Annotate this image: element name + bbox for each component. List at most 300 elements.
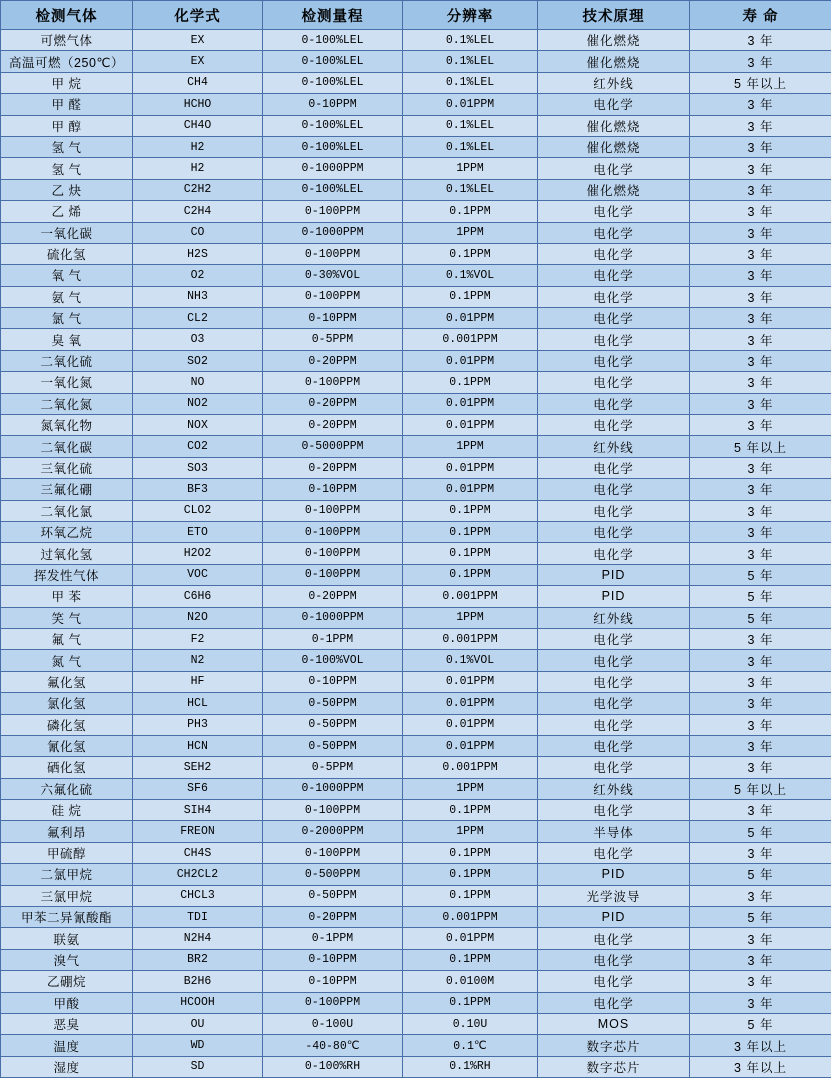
cell-resolution: 0.1%LEL — [403, 115, 538, 136]
cell-resolution: 0.1PPM — [403, 521, 538, 542]
cell-technology: 电化学 — [538, 457, 690, 478]
cell-gas-name: 甲硫醇 — [1, 842, 133, 863]
cell-range: 0-5PPM — [263, 757, 403, 778]
cell-resolution: 0.01PPM — [403, 308, 538, 329]
cell-lifetime: 5 年 — [690, 864, 831, 885]
table-row — [1, 115, 831, 136]
table-row — [1, 308, 831, 329]
table-row — [1, 393, 831, 414]
cell-formula: SIH4 — [133, 800, 263, 821]
cell-range: 0-100%LEL — [263, 30, 403, 51]
cell-range: 0-100U — [263, 1013, 403, 1034]
table-row — [1, 864, 831, 885]
cell-range: 0-5PPM — [263, 329, 403, 350]
cell-formula: EX — [133, 30, 263, 51]
cell-lifetime: 3 年 — [690, 372, 831, 393]
column-header-formula: 化学式 — [133, 1, 263, 30]
cell-lifetime: 3 年 — [690, 992, 831, 1013]
cell-lifetime: 3 年 — [690, 479, 831, 500]
cell-technology: 催化燃烧 — [538, 179, 690, 200]
cell-resolution: 0.1PPM — [403, 243, 538, 264]
cell-range: 0-2000PPM — [263, 821, 403, 842]
cell-gas-name: 恶臭 — [1, 1013, 133, 1034]
cell-gas-name: 氟利昂 — [1, 821, 133, 842]
table-row — [1, 971, 831, 992]
table-row — [1, 800, 831, 821]
cell-lifetime: 5 年 — [690, 907, 831, 928]
cell-technology: 电化学 — [538, 265, 690, 286]
table-row — [1, 543, 831, 564]
cell-gas-name: 甲 苯 — [1, 586, 133, 607]
cell-gas-name: 挥发性气体 — [1, 564, 133, 585]
cell-resolution: 0.1%LEL — [403, 30, 538, 51]
cell-formula: EX — [133, 51, 263, 72]
table-header-row — [1, 1, 831, 30]
cell-gas-name: 氯 气 — [1, 308, 133, 329]
cell-formula: H2 — [133, 158, 263, 179]
cell-gas-name: 甲苯二异氰酸酯 — [1, 907, 133, 928]
cell-formula: HCHO — [133, 94, 263, 115]
cell-resolution: 0.01PPM — [403, 693, 538, 714]
cell-lifetime: 3 年 — [690, 928, 831, 949]
cell-lifetime: 3 年 — [690, 885, 831, 906]
cell-gas-name: 氮氧化物 — [1, 415, 133, 436]
cell-lifetime: 3 年 — [690, 628, 831, 649]
cell-resolution: 1PPM — [403, 158, 538, 179]
cell-lifetime: 3 年 — [690, 286, 831, 307]
cell-gas-name: 六氟化硫 — [1, 778, 133, 799]
cell-lifetime: 3 年 — [690, 308, 831, 329]
cell-formula: BR2 — [133, 949, 263, 970]
cell-resolution: 0.1PPM — [403, 885, 538, 906]
cell-gas-name: 氯化氢 — [1, 693, 133, 714]
table-row — [1, 949, 831, 970]
cell-technology: 电化学 — [538, 949, 690, 970]
cell-resolution: 0.001PPM — [403, 907, 538, 928]
cell-formula: VOC — [133, 564, 263, 585]
cell-technology: 电化学 — [538, 94, 690, 115]
cell-lifetime: 3 年 — [690, 30, 831, 51]
cell-lifetime: 3 年 — [690, 179, 831, 200]
cell-resolution: 0.01PPM — [403, 735, 538, 756]
cell-technology: 电化学 — [538, 521, 690, 542]
table-row — [1, 265, 831, 286]
cell-lifetime: 3 年以上 — [690, 1056, 831, 1077]
table-body — [1, 30, 831, 1078]
cell-resolution: 0.1PPM — [403, 949, 538, 970]
cell-resolution: 0.01PPM — [403, 415, 538, 436]
cell-gas-name: 湿度 — [1, 1056, 133, 1077]
table-row — [1, 586, 831, 607]
cell-range: 0-1000PPM — [263, 778, 403, 799]
cell-lifetime: 3 年 — [690, 115, 831, 136]
cell-lifetime: 3 年 — [690, 51, 831, 72]
cell-gas-name: 三氧化硫 — [1, 457, 133, 478]
cell-gas-name: 氧 气 — [1, 265, 133, 286]
cell-formula: SF6 — [133, 778, 263, 799]
cell-lifetime: 3 年 — [690, 521, 831, 542]
cell-resolution: 0.1%RH — [403, 1056, 538, 1077]
cell-technology: PID — [538, 907, 690, 928]
cell-lifetime: 3 年 — [690, 842, 831, 863]
column-header-resolution: 分辨率 — [403, 1, 538, 30]
cell-resolution: 0.10U — [403, 1013, 538, 1034]
cell-resolution: 0.001PPM — [403, 757, 538, 778]
cell-gas-name: 二氧化氯 — [1, 500, 133, 521]
cell-technology: MOS — [538, 1013, 690, 1034]
cell-resolution: 0.1%LEL — [403, 51, 538, 72]
cell-formula: O3 — [133, 329, 263, 350]
cell-lifetime: 3 年 — [690, 350, 831, 371]
cell-gas-name: 硒化氢 — [1, 757, 133, 778]
table-row — [1, 693, 831, 714]
cell-range: 0-50PPM — [263, 714, 403, 735]
cell-gas-name: 过氧化氢 — [1, 543, 133, 564]
cell-range: 0-100PPM — [263, 521, 403, 542]
cell-resolution: 0.01PPM — [403, 94, 538, 115]
table-row — [1, 671, 831, 692]
cell-formula: NO — [133, 372, 263, 393]
cell-range: 0-50PPM — [263, 885, 403, 906]
cell-resolution: 0.001PPM — [403, 329, 538, 350]
cell-formula: BF3 — [133, 479, 263, 500]
cell-range: 0-100%VOL — [263, 650, 403, 671]
table-row — [1, 907, 831, 928]
cell-formula: C2H4 — [133, 201, 263, 222]
cell-technology: 光学波导 — [538, 885, 690, 906]
cell-formula: PH3 — [133, 714, 263, 735]
cell-range: 0-10PPM — [263, 671, 403, 692]
cell-formula: HCN — [133, 735, 263, 756]
cell-resolution: 0.01PPM — [403, 393, 538, 414]
cell-resolution: 0.1PPM — [403, 564, 538, 585]
cell-resolution: 0.1PPM — [403, 500, 538, 521]
cell-technology: 数字芯片 — [538, 1056, 690, 1077]
cell-technology: 电化学 — [538, 693, 690, 714]
cell-technology: 催化燃烧 — [538, 136, 690, 157]
cell-formula: SEH2 — [133, 757, 263, 778]
cell-technology: PID — [538, 864, 690, 885]
table-row — [1, 500, 831, 521]
table-row — [1, 136, 831, 157]
cell-range: 0-100%RH — [263, 1056, 403, 1077]
table-row — [1, 735, 831, 756]
cell-gas-name: 臭 氧 — [1, 329, 133, 350]
cell-range: 0-100PPM — [263, 800, 403, 821]
cell-gas-name: 甲 醛 — [1, 94, 133, 115]
cell-resolution: 0.1PPM — [403, 286, 538, 307]
cell-gas-name: 一氧化氮 — [1, 372, 133, 393]
cell-lifetime: 3 年 — [690, 671, 831, 692]
cell-range: 0-100PPM — [263, 372, 403, 393]
cell-range: 0-10PPM — [263, 971, 403, 992]
cell-gas-name: 磷化氢 — [1, 714, 133, 735]
cell-formula: N2 — [133, 650, 263, 671]
cell-formula: HCL — [133, 693, 263, 714]
column-header-range: 检测量程 — [263, 1, 403, 30]
cell-resolution: 0.01PPM — [403, 350, 538, 371]
cell-technology: 电化学 — [538, 842, 690, 863]
cell-resolution: 0.1%LEL — [403, 136, 538, 157]
cell-formula: CH4S — [133, 842, 263, 863]
cell-resolution: 1PPM — [403, 436, 538, 457]
cell-resolution: 0.1℃ — [403, 1035, 538, 1056]
table-header — [1, 1, 831, 30]
cell-resolution: 0.1PPM — [403, 864, 538, 885]
cell-gas-name: 环氧乙烷 — [1, 521, 133, 542]
cell-formula: OU — [133, 1013, 263, 1034]
cell-resolution: 0.1%VOL — [403, 265, 538, 286]
cell-technology: 电化学 — [538, 158, 690, 179]
cell-technology: 电化学 — [538, 650, 690, 671]
cell-technology: 电化学 — [538, 757, 690, 778]
cell-resolution: 0.001PPM — [403, 628, 538, 649]
table-row — [1, 158, 831, 179]
cell-technology: 电化学 — [538, 800, 690, 821]
table-row — [1, 457, 831, 478]
cell-range: 0-1PPM — [263, 628, 403, 649]
cell-formula: TDI — [133, 907, 263, 928]
cell-gas-name: 氢 气 — [1, 136, 133, 157]
cell-lifetime: 3 年 — [690, 714, 831, 735]
cell-resolution: 0.001PPM — [403, 586, 538, 607]
table-row — [1, 415, 831, 436]
cell-gas-name: 笑 气 — [1, 607, 133, 628]
cell-technology: 电化学 — [538, 671, 690, 692]
cell-technology: 电化学 — [538, 243, 690, 264]
cell-technology: 电化学 — [538, 500, 690, 521]
cell-technology: 电化学 — [538, 543, 690, 564]
cell-resolution: 0.1%LEL — [403, 179, 538, 200]
cell-formula: H2S — [133, 243, 263, 264]
cell-formula: N2O — [133, 607, 263, 628]
cell-technology: 电化学 — [538, 222, 690, 243]
cell-range: 0-50PPM — [263, 693, 403, 714]
cell-range: 0-20PPM — [263, 393, 403, 414]
cell-range: 0-100%LEL — [263, 115, 403, 136]
cell-formula: HCOOH — [133, 992, 263, 1013]
cell-lifetime: 3 年 — [690, 243, 831, 264]
cell-formula: CH2CL2 — [133, 864, 263, 885]
cell-gas-name: 甲 烷 — [1, 72, 133, 93]
cell-range: 0-20PPM — [263, 907, 403, 928]
column-header-gas-name: 检测气体 — [1, 1, 133, 30]
cell-formula: CO2 — [133, 436, 263, 457]
table-row — [1, 521, 831, 542]
cell-formula: CHCL3 — [133, 885, 263, 906]
cell-range: 0-50PPM — [263, 735, 403, 756]
cell-range: 0-100PPM — [263, 564, 403, 585]
table-row — [1, 650, 831, 671]
cell-formula: CH4O — [133, 115, 263, 136]
cell-technology: 电化学 — [538, 992, 690, 1013]
cell-lifetime: 3 年 — [690, 500, 831, 521]
table-row — [1, 51, 831, 72]
table-row — [1, 778, 831, 799]
table-row — [1, 222, 831, 243]
cell-technology: 催化燃烧 — [538, 51, 690, 72]
table-row — [1, 992, 831, 1013]
table-row — [1, 607, 831, 628]
cell-formula: WD — [133, 1035, 263, 1056]
cell-gas-name: 溴气 — [1, 949, 133, 970]
cell-formula: N2H4 — [133, 928, 263, 949]
cell-lifetime: 3 年 — [690, 201, 831, 222]
cell-range: 0-1000PPM — [263, 158, 403, 179]
table-row — [1, 286, 831, 307]
cell-formula: SO3 — [133, 457, 263, 478]
cell-technology: 电化学 — [538, 329, 690, 350]
cell-lifetime: 3 年 — [690, 949, 831, 970]
cell-resolution: 1PPM — [403, 821, 538, 842]
cell-range: 0-100PPM — [263, 500, 403, 521]
table-row — [1, 372, 831, 393]
cell-resolution: 0.0100M — [403, 971, 538, 992]
table-row — [1, 1013, 831, 1034]
cell-lifetime: 3 年 — [690, 415, 831, 436]
cell-technology: 电化学 — [538, 286, 690, 307]
cell-range: 0-100PPM — [263, 243, 403, 264]
cell-gas-name: 一氧化碳 — [1, 222, 133, 243]
cell-gas-name: 乙 烯 — [1, 201, 133, 222]
cell-gas-name: 联氨 — [1, 928, 133, 949]
cell-gas-name: 氮 气 — [1, 650, 133, 671]
cell-gas-name: 甲酸 — [1, 992, 133, 1013]
cell-range: 0-100PPM — [263, 286, 403, 307]
cell-technology: 电化学 — [538, 350, 690, 371]
cell-lifetime: 3 年 — [690, 457, 831, 478]
cell-resolution: 0.1PPM — [403, 992, 538, 1013]
cell-gas-name: 高温可燃（250℃） — [1, 51, 133, 72]
table-row — [1, 436, 831, 457]
cell-formula: C2H2 — [133, 179, 263, 200]
cell-technology: 催化燃烧 — [538, 115, 690, 136]
cell-technology: 电化学 — [538, 735, 690, 756]
cell-range: 0-1PPM — [263, 928, 403, 949]
cell-gas-name: 氟化氢 — [1, 671, 133, 692]
cell-formula: CL2 — [133, 308, 263, 329]
cell-lifetime: 3 年 — [690, 971, 831, 992]
cell-resolution: 1PPM — [403, 222, 538, 243]
cell-range: 0-20PPM — [263, 457, 403, 478]
cell-lifetime: 5 年以上 — [690, 778, 831, 799]
table-row — [1, 243, 831, 264]
table-row — [1, 479, 831, 500]
cell-gas-name: 三氯甲烷 — [1, 885, 133, 906]
cell-gas-name: 氨 气 — [1, 286, 133, 307]
table-row — [1, 179, 831, 200]
cell-formula: HF — [133, 671, 263, 692]
cell-gas-name: 乙硼烷 — [1, 971, 133, 992]
cell-gas-name: 二氧化硫 — [1, 350, 133, 371]
cell-lifetime: 5 年以上 — [690, 436, 831, 457]
table-row — [1, 350, 831, 371]
cell-formula: CLO2 — [133, 500, 263, 521]
cell-range: 0-100PPM — [263, 992, 403, 1013]
table-row — [1, 714, 831, 735]
cell-gas-name: 乙 炔 — [1, 179, 133, 200]
cell-resolution: 0.1PPM — [403, 842, 538, 863]
cell-technology: 半导体 — [538, 821, 690, 842]
cell-technology: 电化学 — [538, 628, 690, 649]
cell-technology: PID — [538, 564, 690, 585]
cell-resolution: 0.01PPM — [403, 671, 538, 692]
cell-lifetime: 5 年 — [690, 586, 831, 607]
cell-range: 0-10PPM — [263, 308, 403, 329]
cell-technology: 电化学 — [538, 479, 690, 500]
table-row — [1, 885, 831, 906]
cell-gas-name: 二氧化碳 — [1, 436, 133, 457]
cell-formula: F2 — [133, 628, 263, 649]
column-header-technology: 技术原理 — [538, 1, 690, 30]
cell-range: 0-10PPM — [263, 949, 403, 970]
cell-formula: CO — [133, 222, 263, 243]
cell-lifetime: 3 年以上 — [690, 1035, 831, 1056]
table-row — [1, 94, 831, 115]
cell-gas-name: 氟 气 — [1, 628, 133, 649]
cell-range: 0-500PPM — [263, 864, 403, 885]
table-row — [1, 1056, 831, 1077]
cell-lifetime: 3 年 — [690, 800, 831, 821]
cell-technology: 红外线 — [538, 436, 690, 457]
cell-resolution: 0.1PPM — [403, 372, 538, 393]
cell-technology: 电化学 — [538, 201, 690, 222]
cell-technology: PID — [538, 586, 690, 607]
cell-range: 0-10PPM — [263, 479, 403, 500]
cell-formula: B2H6 — [133, 971, 263, 992]
cell-resolution: 1PPM — [403, 607, 538, 628]
cell-range: 0-100%LEL — [263, 72, 403, 93]
cell-technology: 催化燃烧 — [538, 30, 690, 51]
cell-technology: 电化学 — [538, 928, 690, 949]
cell-gas-name: 甲 醇 — [1, 115, 133, 136]
cell-formula: SD — [133, 1056, 263, 1077]
cell-gas-name: 氢 气 — [1, 158, 133, 179]
cell-range: 0-10PPM — [263, 94, 403, 115]
table-row — [1, 842, 831, 863]
cell-lifetime: 3 年 — [690, 693, 831, 714]
cell-lifetime: 3 年 — [690, 136, 831, 157]
cell-formula: NH3 — [133, 286, 263, 307]
cell-range: 0-100PPM — [263, 201, 403, 222]
cell-resolution: 0.01PPM — [403, 457, 538, 478]
cell-range: 0-20PPM — [263, 350, 403, 371]
cell-lifetime: 3 年 — [690, 757, 831, 778]
cell-range: 0-5000PPM — [263, 436, 403, 457]
cell-resolution: 1PPM — [403, 778, 538, 799]
cell-lifetime: 3 年 — [690, 543, 831, 564]
table-row — [1, 30, 831, 51]
cell-lifetime: 5 年 — [690, 607, 831, 628]
cell-gas-name: 可燃气体 — [1, 30, 133, 51]
table-row — [1, 628, 831, 649]
cell-resolution: 0.01PPM — [403, 479, 538, 500]
cell-lifetime: 5 年 — [690, 1013, 831, 1034]
cell-range: 0-100%LEL — [263, 51, 403, 72]
table-row — [1, 201, 831, 222]
cell-lifetime: 3 年 — [690, 94, 831, 115]
cell-formula: FREON — [133, 821, 263, 842]
cell-technology: 红外线 — [538, 778, 690, 799]
cell-technology: 电化学 — [538, 308, 690, 329]
cell-range: 0-20PPM — [263, 586, 403, 607]
cell-formula: H2O2 — [133, 543, 263, 564]
cell-lifetime: 3 年 — [690, 222, 831, 243]
cell-gas-name: 三氟化硼 — [1, 479, 133, 500]
cell-gas-name: 二氯甲烷 — [1, 864, 133, 885]
cell-formula: NO2 — [133, 393, 263, 414]
cell-gas-name: 氰化氢 — [1, 735, 133, 756]
